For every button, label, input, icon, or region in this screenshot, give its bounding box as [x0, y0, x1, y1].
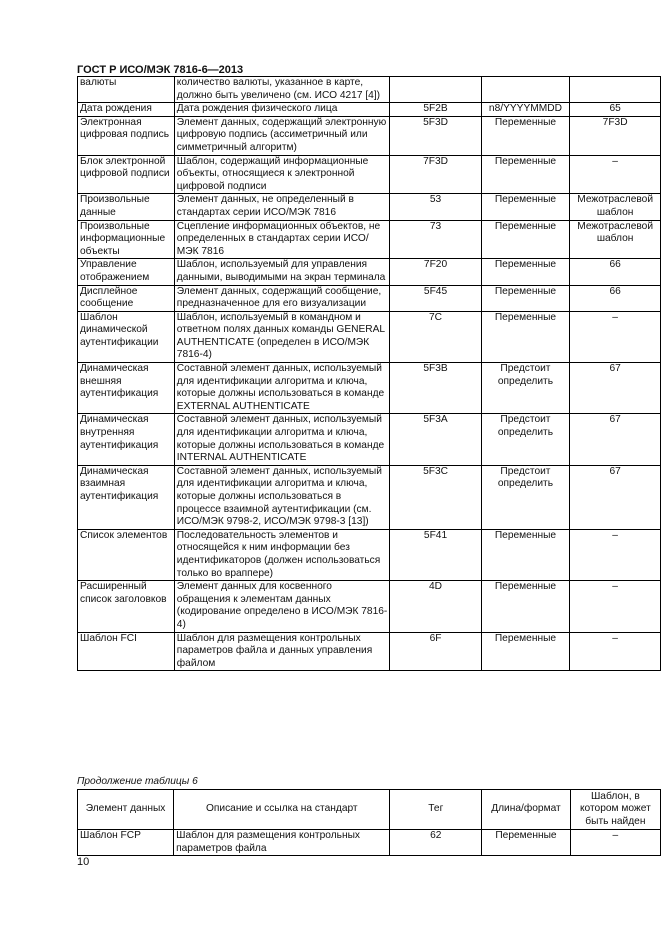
cell-tag: 73	[390, 220, 481, 259]
table-row	[78, 311, 661, 362]
table-row	[78, 414, 661, 465]
cell-tag: 7F20	[390, 259, 481, 285]
continuation-table	[77, 789, 661, 856]
cell-length	[481, 77, 570, 103]
cell-template: 67	[570, 414, 661, 465]
cell-length: Переменные	[481, 116, 570, 155]
table-row	[78, 259, 661, 285]
table-row	[78, 285, 661, 311]
cell-description: Составной элемент данных, используемый для идентификации алгоритма и ключа, которые должны использоваться в процессе взаимной аутентификации (см. ИСО/МЭК 9798-2, ИСО/МЭК 9798-3 [13])	[174, 465, 390, 529]
cell-tag: 5F45	[390, 285, 481, 311]
cell-length: n8/YYYYMMDD	[481, 103, 570, 117]
cell-description: Элемент данных, содержащий электронную цифровую подпись (ассиметричный или симметричный алгоритм)	[174, 116, 390, 155]
cell-template: 7F3D	[570, 116, 661, 155]
cell-element: Произвольные информационные объекты	[78, 220, 175, 259]
cell-template: 66	[570, 259, 661, 285]
table-row	[78, 830, 661, 856]
table-row	[78, 77, 661, 103]
cell-element: Дисплейное сообщение	[78, 285, 175, 311]
cell-element: Список элементов	[78, 529, 175, 580]
cell-description: Составной элемент данных, используемый для идентификации алгоритма и ключа, которые должны использоваться в команде INTERNAL AUTHENTICATE	[174, 414, 390, 465]
cell-description: Дата рождения физического лица	[174, 103, 390, 117]
cell-element: Произвольные данные	[78, 194, 175, 220]
cell-tag: 5F41	[390, 529, 481, 580]
cell-template: 67	[570, 465, 661, 529]
cell-description: Составной элемент данных, используемый для идентификации алгоритма и ключа, которые должны использоваться в команде EXTERNAL AUTHENTICATE	[174, 363, 390, 414]
header-tag: Тег	[390, 790, 482, 830]
cell-tag: 7F3D	[390, 155, 481, 194]
cell-template: Межотраслевой шаблон	[570, 220, 661, 259]
cell-template: 66	[570, 285, 661, 311]
table-row	[78, 194, 661, 220]
cell-description: Шаблон, используемый в командном и ответном полях данных команды GENERAL AUTHENTICATE (определен в ИСО/МЭК 7816-4)	[174, 311, 390, 362]
cell-length: Переменные	[481, 632, 570, 671]
cell-description: Шаблон для размещения контрольных параметров файла	[174, 830, 390, 856]
cell-element: Динамическая взаимная аутентификация	[78, 465, 175, 529]
cell-tag: 5F2B	[390, 103, 481, 117]
cell-tag: 4D	[390, 581, 481, 632]
table-row	[78, 116, 661, 155]
cell-length: Предстоит определить	[481, 465, 570, 529]
cell-tag: 5F3C	[390, 465, 481, 529]
header-element: Элемент данных	[78, 790, 174, 830]
cell-element: Динамическая внешняя аутентификация	[78, 363, 175, 414]
cell-tag: 6F	[390, 632, 481, 671]
cell-length: Предстоит определить	[481, 414, 570, 465]
table-row	[78, 363, 661, 414]
page-number: 10	[77, 856, 90, 868]
data-elements-table	[77, 76, 661, 671]
document-header: ГОСТ Р ИСО/МЭК 7816-6—2013	[77, 64, 244, 76]
cell-template	[570, 77, 661, 103]
cell-element: Дата рождения	[78, 103, 175, 117]
cell-tag: 5F3D	[390, 116, 481, 155]
cell-description: Элемент данных для косвенного обращения к элементам данных (кодирование определено в ИСО/МЭК 7816-4)	[174, 581, 390, 632]
cell-element: Шаблон динамической аутентификации	[78, 311, 175, 362]
cell-tag: 5F3B	[390, 363, 481, 414]
cell-length: Предстоит определить	[481, 363, 570, 414]
table-row	[78, 155, 661, 194]
cell-template: –	[570, 632, 661, 671]
cell-length: Переменные	[481, 311, 570, 362]
cell-length: Переменные	[481, 581, 570, 632]
cell-length: Переменные	[481, 220, 570, 259]
cell-template: Межотраслевой шаблон	[570, 194, 661, 220]
cell-element: Управление отображением	[78, 259, 175, 285]
cell-length: Переменные	[481, 194, 570, 220]
header-length: Длина/формат	[482, 790, 571, 830]
table-header-row	[78, 790, 661, 830]
cell-length: Переменные	[481, 259, 570, 285]
header-description: Описание и ссылка на стандарт	[174, 790, 390, 830]
cell-template: –	[570, 830, 660, 856]
cell-description: Шаблон, содержащий информационные объекты, относящиеся к электронной цифровой подписи	[174, 155, 390, 194]
cell-description: Последовательность элементов и относящейся к ним информации без идентификаторов (должен использоваться только во враппере)	[174, 529, 390, 580]
cell-element: валюты	[78, 77, 175, 103]
cell-template: 65	[570, 103, 661, 117]
cell-tag: 53	[390, 194, 481, 220]
cell-template: 67	[570, 363, 661, 414]
cell-element: Электронная цифровая подпись	[78, 116, 175, 155]
cell-tag	[390, 77, 481, 103]
cell-length: Переменные	[481, 529, 570, 580]
cell-element: Шаблон FCP	[78, 830, 174, 856]
cell-description: Сцепление информационных объектов, не определенных в стандартах серии ИСО/МЭК 7816	[174, 220, 390, 259]
cell-tag: 5F3A	[390, 414, 481, 465]
cell-template: –	[570, 581, 661, 632]
cell-template: –	[570, 529, 661, 580]
table-row	[78, 581, 661, 632]
cell-template: –	[570, 311, 661, 362]
cell-length: Переменные	[482, 830, 571, 856]
cell-length: Переменные	[481, 285, 570, 311]
cell-element: Блок электронной цифровой подписи	[78, 155, 175, 194]
table-row	[78, 103, 661, 117]
cell-length: Переменные	[481, 155, 570, 194]
cell-description: Элемент данных, не определенный в стандартах серии ИСО/МЭК 7816	[174, 194, 390, 220]
cell-description: количество валюты, указанное в карте, должно быть увеличено (см. ИСО 4217 [4])	[174, 77, 390, 103]
cell-template: –	[570, 155, 661, 194]
cell-element: Шаблон FCI	[78, 632, 175, 671]
cell-description: Шаблон для размещения контрольных параметров файла и данных управления файлом	[174, 632, 390, 671]
table-row	[78, 220, 661, 259]
cell-element: Расширенный список заголовков	[78, 581, 175, 632]
cell-description: Шаблон, используемый для управления данными, выводимыми на экран терминала	[174, 259, 390, 285]
table-row	[78, 465, 661, 529]
table-row	[78, 529, 661, 580]
table-row	[78, 632, 661, 671]
header-template: Шаблон, в котором может быть найден	[570, 790, 660, 830]
cell-element: Динамическая внутренняя аутентификация	[78, 414, 175, 465]
cell-tag: 7C	[390, 311, 481, 362]
cell-description: Элемент данных, содержащий сообщение, предназначенное для его визуализации	[174, 285, 390, 311]
table-continuation-caption: Продолжение таблицы 6	[77, 776, 198, 787]
cell-tag: 62	[390, 830, 482, 856]
